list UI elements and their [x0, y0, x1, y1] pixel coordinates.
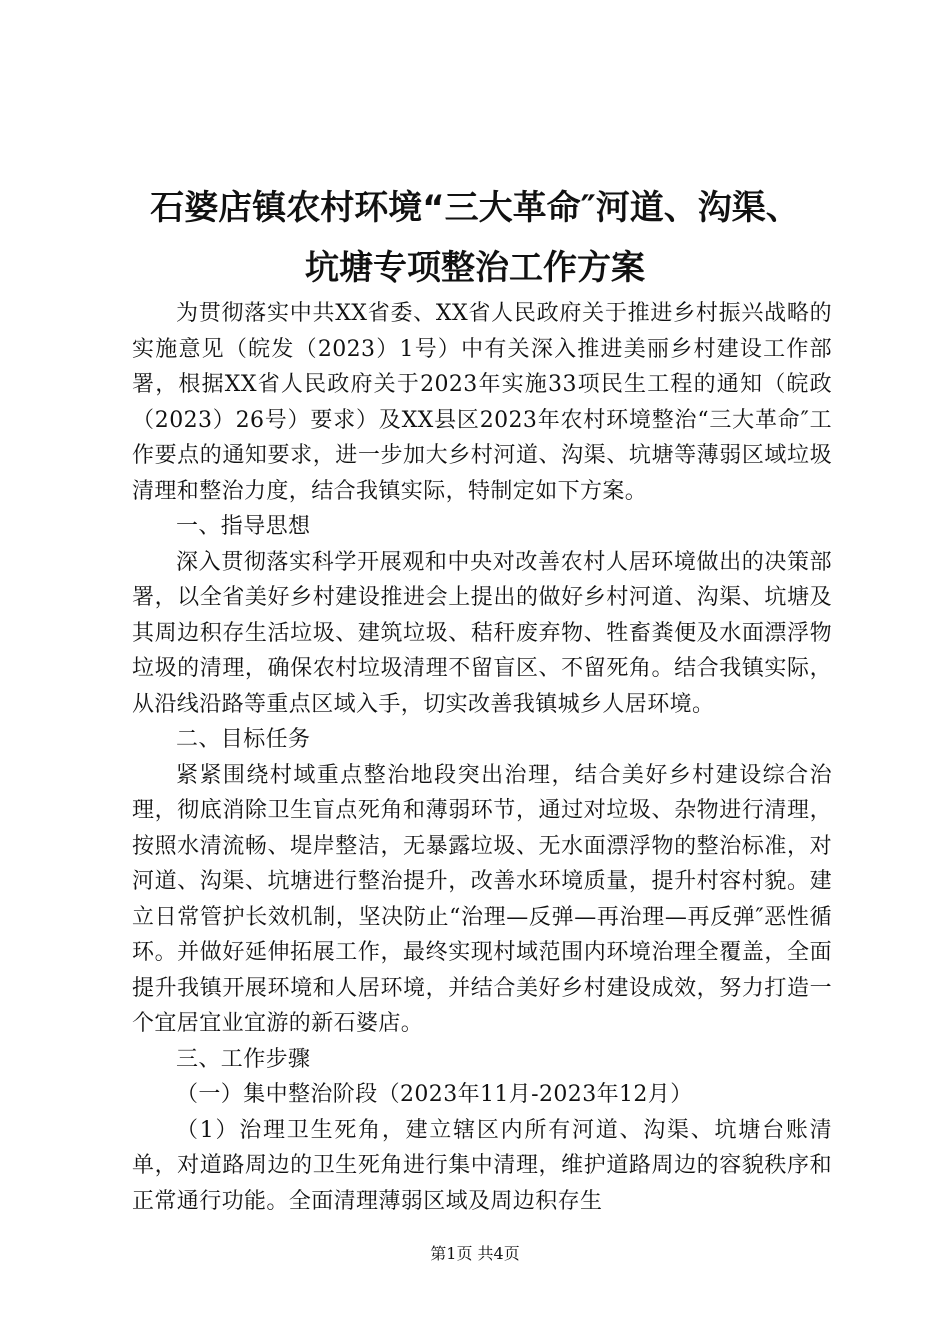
guiding-ideology-paragraph: 深入贯彻落实科学开展观和中央对改善农村人居环境做出的决策部署，以全省美好乡村建设推进会上提出的做好乡村河道、沟渠、坑塘及其周边积存生活垃圾、建筑垃圾、秸秆废弃物、牲畜粪便及水面漂浮物垃圾的清理，确保农村垃圾清理不留盲区、不留死角。结合我镇实际，从沿线沿路等重点区域入手，切实改善我镇城乡人居环境。 [132, 549, 832, 717]
page-footer: 第1页 共4页 [430, 1244, 520, 1263]
step-1-paragraph: （1）治理卫生死角，建立辖区内所有河道、沟渠、坑塘台账清单，对道路周边的卫生死角进行集中清理，维护道路周边的容貌秩序和正常通行功能。全面清理薄弱区域及周边积存生 [132, 1117, 832, 1214]
section-heading-goals: 二、目标任务 [176, 727, 311, 752]
goals-paragraph: 紧紧围绕村域重点整治地段突出治理，结合美好乡村建设综合治理，彻底消除卫生盲点死角和薄弱环节，通过对垃圾、杂物进行清理，按照水清流畅、堤岸整洁，无暴露垃圾、无水面漂浮物的整治标准，对河道、沟渠、坑塘进行整治提升，改善水环境质量，提升村容村貌。建立日常管护长效机制，坚决防止“治理—反弹—再治理—再反弹″恶性循环。并做好延伸拓展工作，最终实现村域范围内环境治理全覆盖，全面提升我镇开展环境和人居环境，并结合美好乡村建设成效，努力打造一个宜居宜业宜游的新石婆店。 [132, 762, 832, 1036]
section-heading-work-steps: 三、工作步骤 [176, 1046, 311, 1072]
intro-paragraph: 为贯彻落实中共XX省委、XX省人民政府关于推进乡村振兴战略的实施意见（皖发（2023）1号）中有关深入推进美丽乡村建设工作部署，根据XX省人民政府关于2023年实施33项民生工程的通知（皖政（2023）26号）要求）及XX县区2023年农村环境整治“三大革命″工作要点的通知要求，进一步加大乡村河道、沟渠、坑塘等薄弱区域垃圾清理和整治力度，结合我镇实际，特制定如下方案。 [132, 301, 832, 504]
section-heading-guiding-ideology: 一、指导思想 [176, 514, 311, 539]
document-title-line-1: 石婆店镇农村环境“三大革命″河道、沟渠、 [150, 188, 800, 228]
document-body [132, 296, 832, 1219]
document-title-line-2: 坑塘专项整治工作方案 [305, 248, 645, 288]
subsection-heading-phase-1: （一）集中整治阶段（2023年11月-2023年12月） [176, 1082, 693, 1107]
